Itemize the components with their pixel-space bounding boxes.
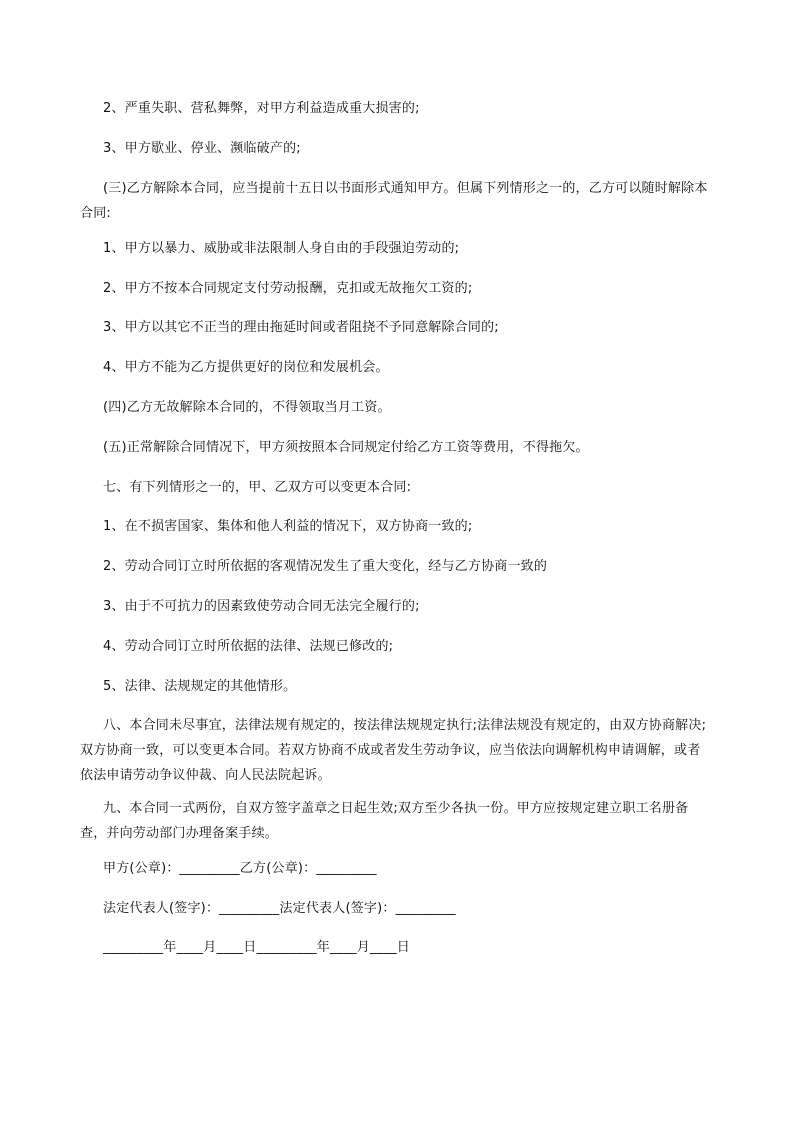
clause-line: 2、严重失职、营私舞弊，对甲方利益造成重大损害的; [103,101,420,116]
signature-line: 法定代表人(签字)：_________法定代表人(签字)：_________ [103,901,456,916]
clause-paragraph: 八、本合同未尽事宜，法律法规有规定的，按法律法规规定执行;法律法规没有规定的，由双方协商解决;双方协商一致，可以变更本合同。若双方协商不成或者发生劳动争议，应当依法向调解机构申请调解，或者依法申请劳动争议仲裁、向人民法院起诉。 [80,718,707,783]
clause-line: 3、甲方以其它不正当的理由拖延时间或者阻挠不予同意解除合同的; [103,320,499,335]
clause-line: 4、劳动合同订立时所依据的法律、法规已修改的; [103,639,394,654]
signature-line: 甲方(公章)：_________乙方(公章)：_________ [103,861,377,876]
clause-line: (五)正常解除合同情况下，甲方须按照本合同规定付给乙方工资等费用，不得拖欠。 [103,440,589,455]
clause-line: 3、甲方歇业、停业、濒临破产的; [103,141,301,156]
clause-paragraph: 九、本合同一式两份，自双方签字盖章之日起生效;双方至少各执一份。甲方应按规定建立职工名册备查，并向劳动部门办理备案手续。 [80,801,689,841]
clause-line: 1、甲方以暴力、威胁或非法限制人身自由的手段强迫劳动的; [103,241,460,256]
clause-line: 2、劳动合同订立时所依据的客观情况发生了重大变化，经与乙方协商一致的 [103,559,548,574]
clause-line: 4、甲方不能为乙方提供更好的岗位和发展机会。 [103,360,389,375]
clause-line: 3、由于不可抗力的因素致使劳动合同无法完全履行的; [103,599,420,614]
clause-line: 2、甲方不按本合同规定支付劳动报酬，克扣或无故拖欠工资的; [103,281,473,296]
clause-line: (四)乙方无故解除本合同的，不得领取当月工资。 [103,400,391,415]
clause-line: 1、在不损害国家、集体和他人利益的情况下，双方协商一致的; [103,519,473,534]
date-line: _________年____月____日_________年____月____日 [103,940,410,955]
clause-paragraph: (三)乙方解除本合同，应当提前十五日以书面形式通知甲方。但属下列情形之一的，乙方可以随时解除本合同: [80,181,708,221]
clause-line: 5、法律、法规规定的其他情形。 [103,679,297,694]
clause-heading: 七、有下列情形之一的，甲、乙双方可以变更本合同: [103,480,412,495]
